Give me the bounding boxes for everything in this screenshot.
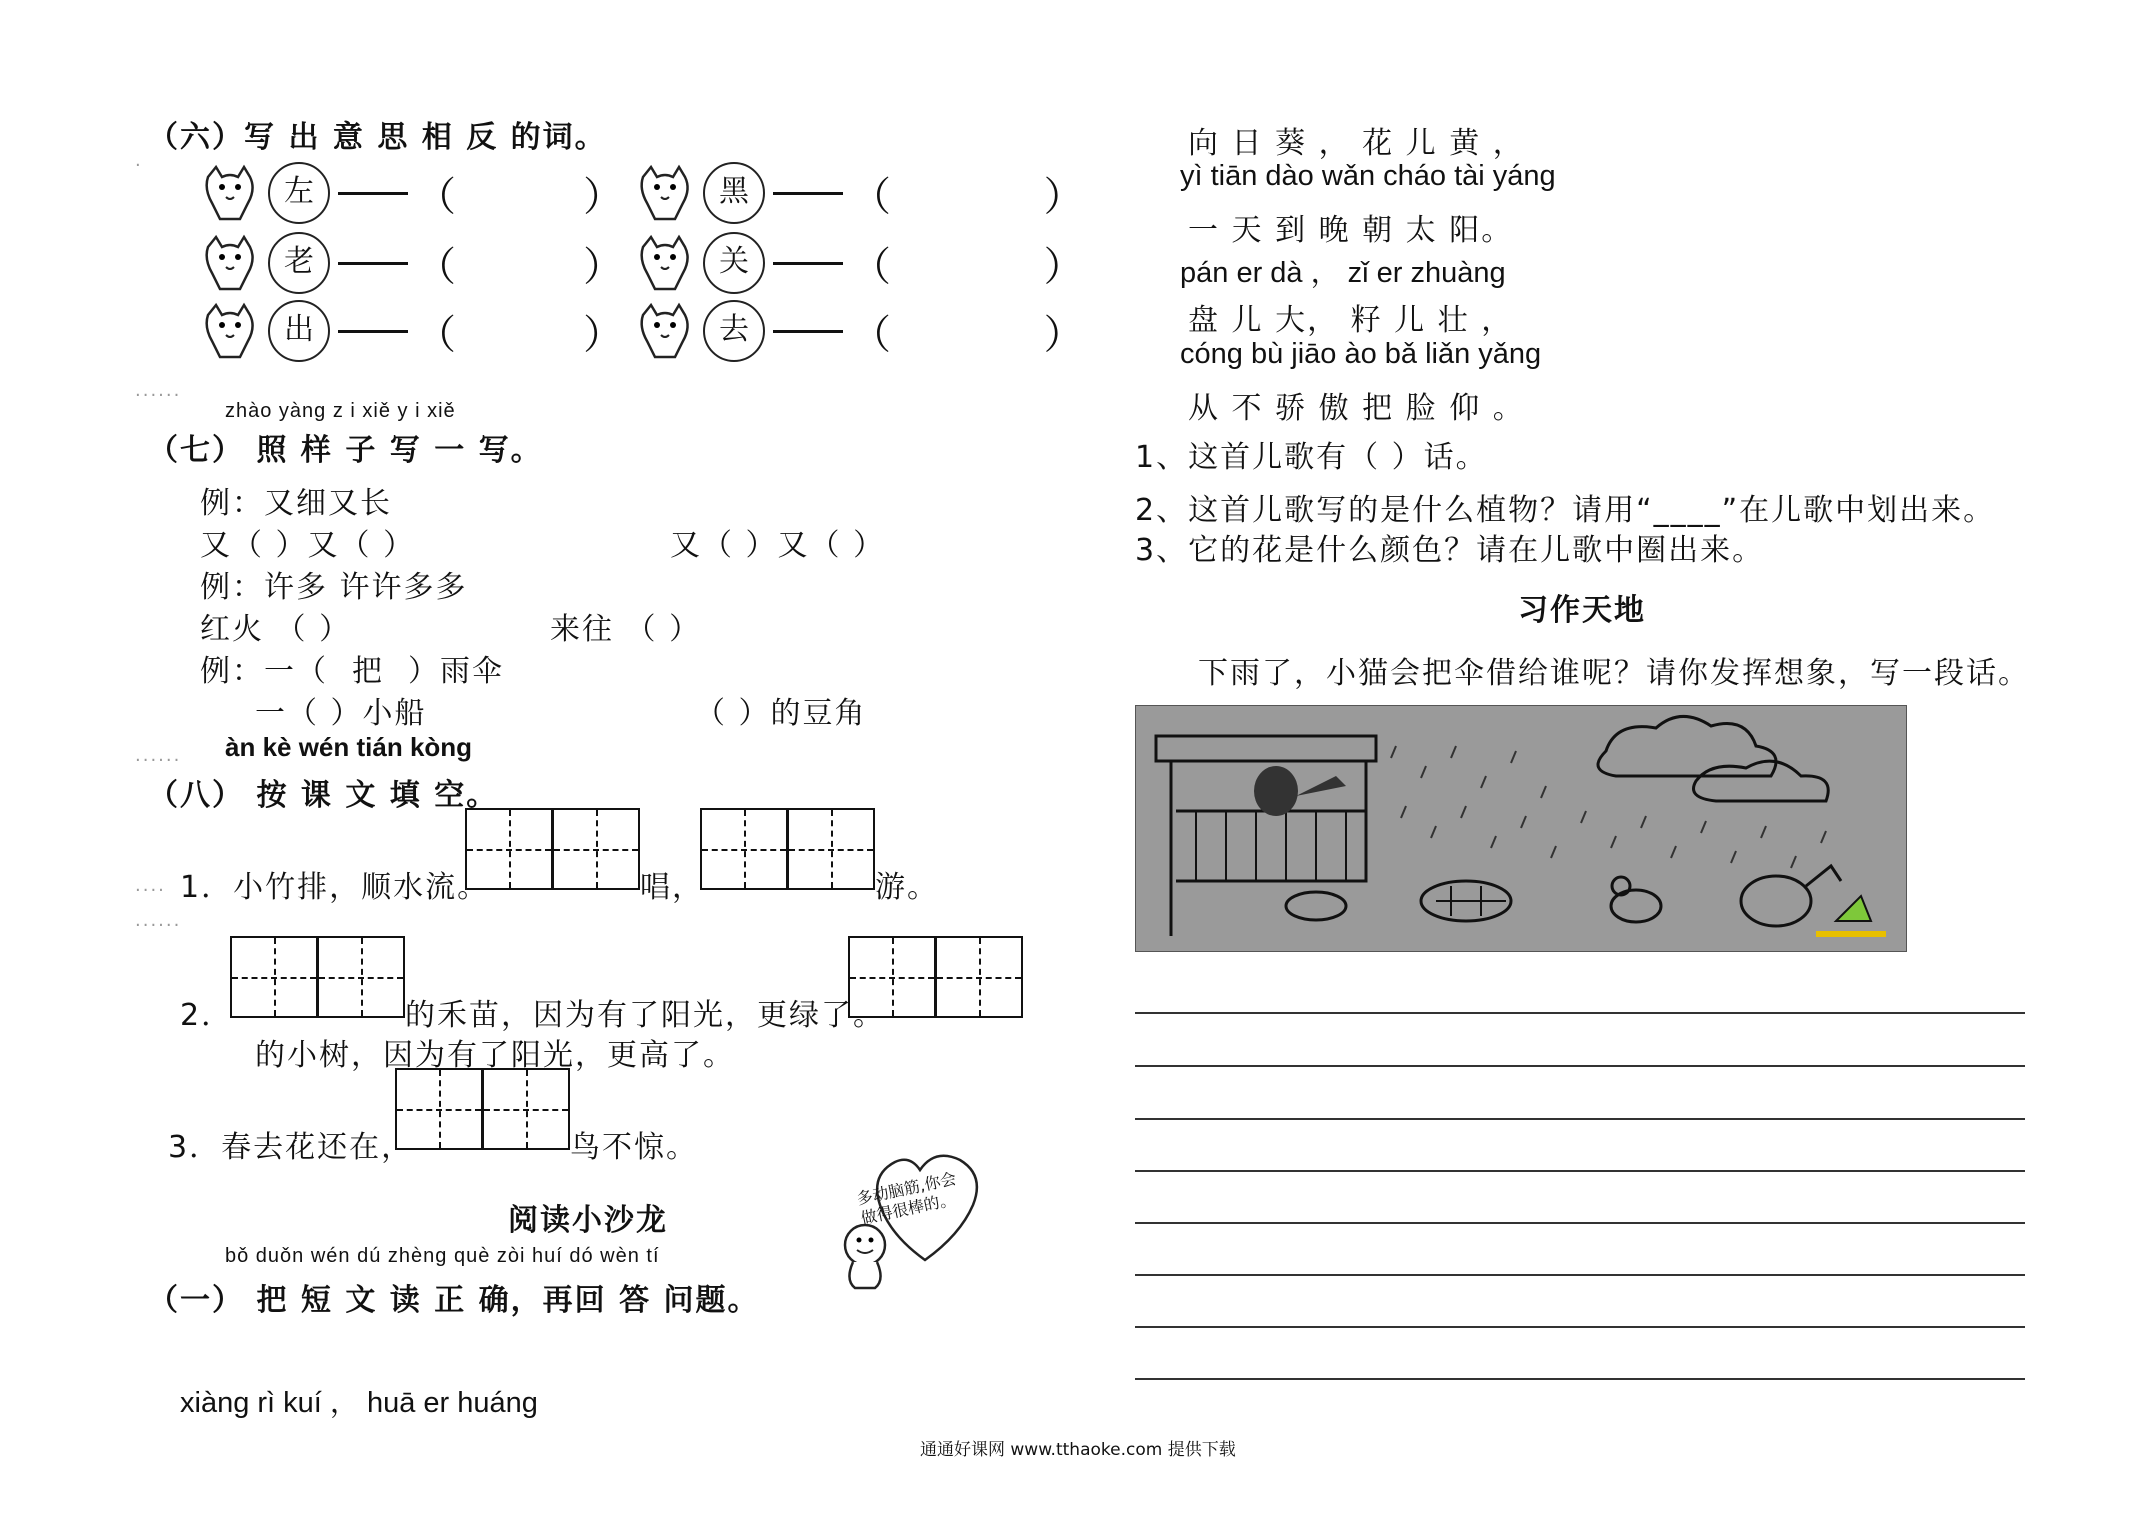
writing-grid[interactable] [230, 936, 318, 1018]
reading-title: 阅读小沙龙 [508, 1203, 668, 1238]
answer-blank[interactable]: （ ） [416, 311, 624, 358]
answer-blank[interactable]: （ ） [416, 243, 624, 290]
poem-line-3: 盘 儿 大， 籽 儿 壮 ， [1188, 303, 1514, 338]
writing-grid[interactable] [935, 936, 1023, 1018]
q1-text: 1．小竹排，顺水流。 [180, 870, 490, 905]
writing-line[interactable] [1135, 1012, 2025, 1014]
writing-prompt: 下雨了，小猫会把伞借给谁呢？请你发挥想象，写一段话。 [1198, 656, 2030, 691]
poem-line-2: 一 天 到 晚 朝 太 阳。 [1188, 213, 1514, 248]
dot-leader: ...... [135, 910, 182, 931]
antonym-pair [635, 300, 1084, 362]
dot-leader: ...... [135, 380, 182, 401]
question-1: 1、这首儿歌有（ ）话。 [1135, 440, 1488, 475]
q2-label: 2． [180, 998, 234, 1033]
q2-text-a: 的禾苗，因为有了阳光，更绿了。 [405, 998, 885, 1033]
writing-line[interactable] [1135, 1378, 2025, 1380]
writing-grid[interactable] [465, 808, 553, 890]
cat-icon [635, 233, 695, 293]
speech-bubble: 多动脑筋,你会做得很棒的。 [855, 1168, 958, 1229]
char-circle: 关 [703, 232, 765, 294]
cat-icon [635, 163, 695, 223]
dash [338, 330, 408, 333]
writing-line[interactable] [1135, 1326, 2025, 1328]
char-circle: 老 [268, 232, 330, 294]
cat-icon [200, 163, 260, 223]
dot-leader: ...... [135, 745, 182, 766]
char-circle: 出 [268, 300, 330, 362]
section-8-title: （八） 按 课 文 填 空。 [148, 778, 499, 813]
blank-row[interactable]: 一（ ）小船 [255, 696, 427, 731]
poem-pinyin-3: pán er dà ， zǐ er zhuàng [1180, 257, 1506, 289]
writing-grid[interactable] [395, 1068, 483, 1150]
antonym-pair [635, 162, 1084, 224]
answer-blank[interactable]: （ ） [851, 311, 1084, 358]
rain-scene-illustration [1135, 705, 1907, 952]
answer-blank[interactable]: （ ） [851, 173, 1084, 220]
footer-credit: 通通好课网 www.tthaoke.com 提供下载 [920, 1440, 1236, 1460]
dash [773, 330, 843, 333]
question-2: 2、这首儿歌写的是什么植物？请用“____”在儿歌中划出来。 [1135, 493, 1996, 528]
poem-pinyin-2: yì tiān dào wǎn cháo tài yáng [1180, 160, 1556, 192]
antonym-pair [635, 232, 1084, 294]
example-2: 例：许多 许许多多 [200, 570, 468, 605]
blank-row[interactable]: 又（ ）又（ ） [200, 528, 416, 563]
dot-leader: .... [135, 875, 166, 896]
writing-grid[interactable] [552, 808, 640, 890]
rain-scene-drawing [1136, 706, 1906, 951]
writing-title: 习作天地 [1518, 593, 1646, 628]
example-3-word: 把 [352, 654, 384, 689]
antonym-pair [200, 162, 623, 224]
dash [338, 262, 408, 265]
writing-grid[interactable] [482, 1068, 570, 1150]
poem-line-4: 从 不 骄 傲 把 脸 仰 。 [1188, 391, 1525, 426]
example-3 [200, 646, 504, 690]
q2-text-b: 的小树，因为有了阳光，更高了。 [255, 1038, 735, 1073]
answer-blank[interactable]: （ ） [416, 173, 624, 220]
example-1: 例：又细又长 [200, 486, 392, 521]
char-circle: 左 [268, 162, 330, 224]
section-7-title: （七） 照 样 子 写 一 写。 [148, 433, 543, 468]
blank-row[interactable]: 来往 （ ） [550, 612, 702, 647]
example-3-label: 例：一（ [200, 654, 328, 689]
example-3-rest: ）雨伞 [408, 654, 504, 689]
dash [773, 192, 843, 195]
cat-icon [635, 301, 695, 361]
poem-line-1: 向 日 葵 ， 花 儿 黄 ， [1188, 126, 1525, 161]
cat-icon [200, 301, 260, 361]
writing-grid[interactable] [787, 808, 875, 890]
writing-grid[interactable] [700, 808, 788, 890]
cartoon-mascot-icon [835, 1150, 995, 1290]
q3-text-b: 鸟不惊。 [570, 1130, 698, 1165]
writing-line[interactable] [1135, 1118, 2025, 1120]
blank-row[interactable]: （ ）的豆角 [695, 696, 867, 731]
writing-line[interactable] [1135, 1274, 2025, 1276]
poem-pinyin-1: xiàng rì kuí ， huā er huáng [180, 1387, 538, 1419]
blank-row[interactable]: 又（ ）又（ ） [670, 528, 886, 563]
q3-text-a: 3．春去花还在， [168, 1130, 414, 1165]
writing-line[interactable] [1135, 1170, 2025, 1172]
poem-pinyin-4: cóng bù jiāo ào bǎ liǎn yǎng [1180, 338, 1542, 370]
section-8-pinyin: àn kè wén tián kòng [225, 732, 473, 762]
q1-text-b: 唱， [640, 870, 704, 905]
char-circle: 黑 [703, 162, 765, 224]
antonym-pair [200, 300, 623, 362]
writing-line[interactable] [1135, 1065, 2025, 1067]
char-circle: 去 [703, 300, 765, 362]
reading-pinyin: bǒ duǒn wén dú zhèng què zòi huí dó wèn tí [225, 1245, 660, 1267]
q1-text-c: 游。 [875, 870, 939, 905]
dash [773, 262, 843, 265]
reading-subtitle: （一） 把 短 文 读 正 确，再回 答 问题。 [148, 1283, 760, 1318]
section-6-title: （六）写 出 意 思 相 反 的词。 [148, 120, 607, 155]
dot-leader: . [135, 150, 143, 171]
question-3: 3、它的花是什么颜色？请在儿歌中圈出来。 [1135, 533, 1765, 568]
answer-blank[interactable]: （ ） [851, 243, 1084, 290]
writing-line[interactable] [1135, 1222, 2025, 1224]
dash [338, 192, 408, 195]
blank-row[interactable]: 红火 （ ） [200, 612, 352, 647]
cat-icon [200, 233, 260, 293]
writing-grid[interactable] [317, 936, 405, 1018]
section-7-pinyin: zhào yàng z i xiě y i xiě [225, 400, 456, 422]
antonym-pair [200, 232, 623, 294]
writing-grid[interactable] [848, 936, 936, 1018]
